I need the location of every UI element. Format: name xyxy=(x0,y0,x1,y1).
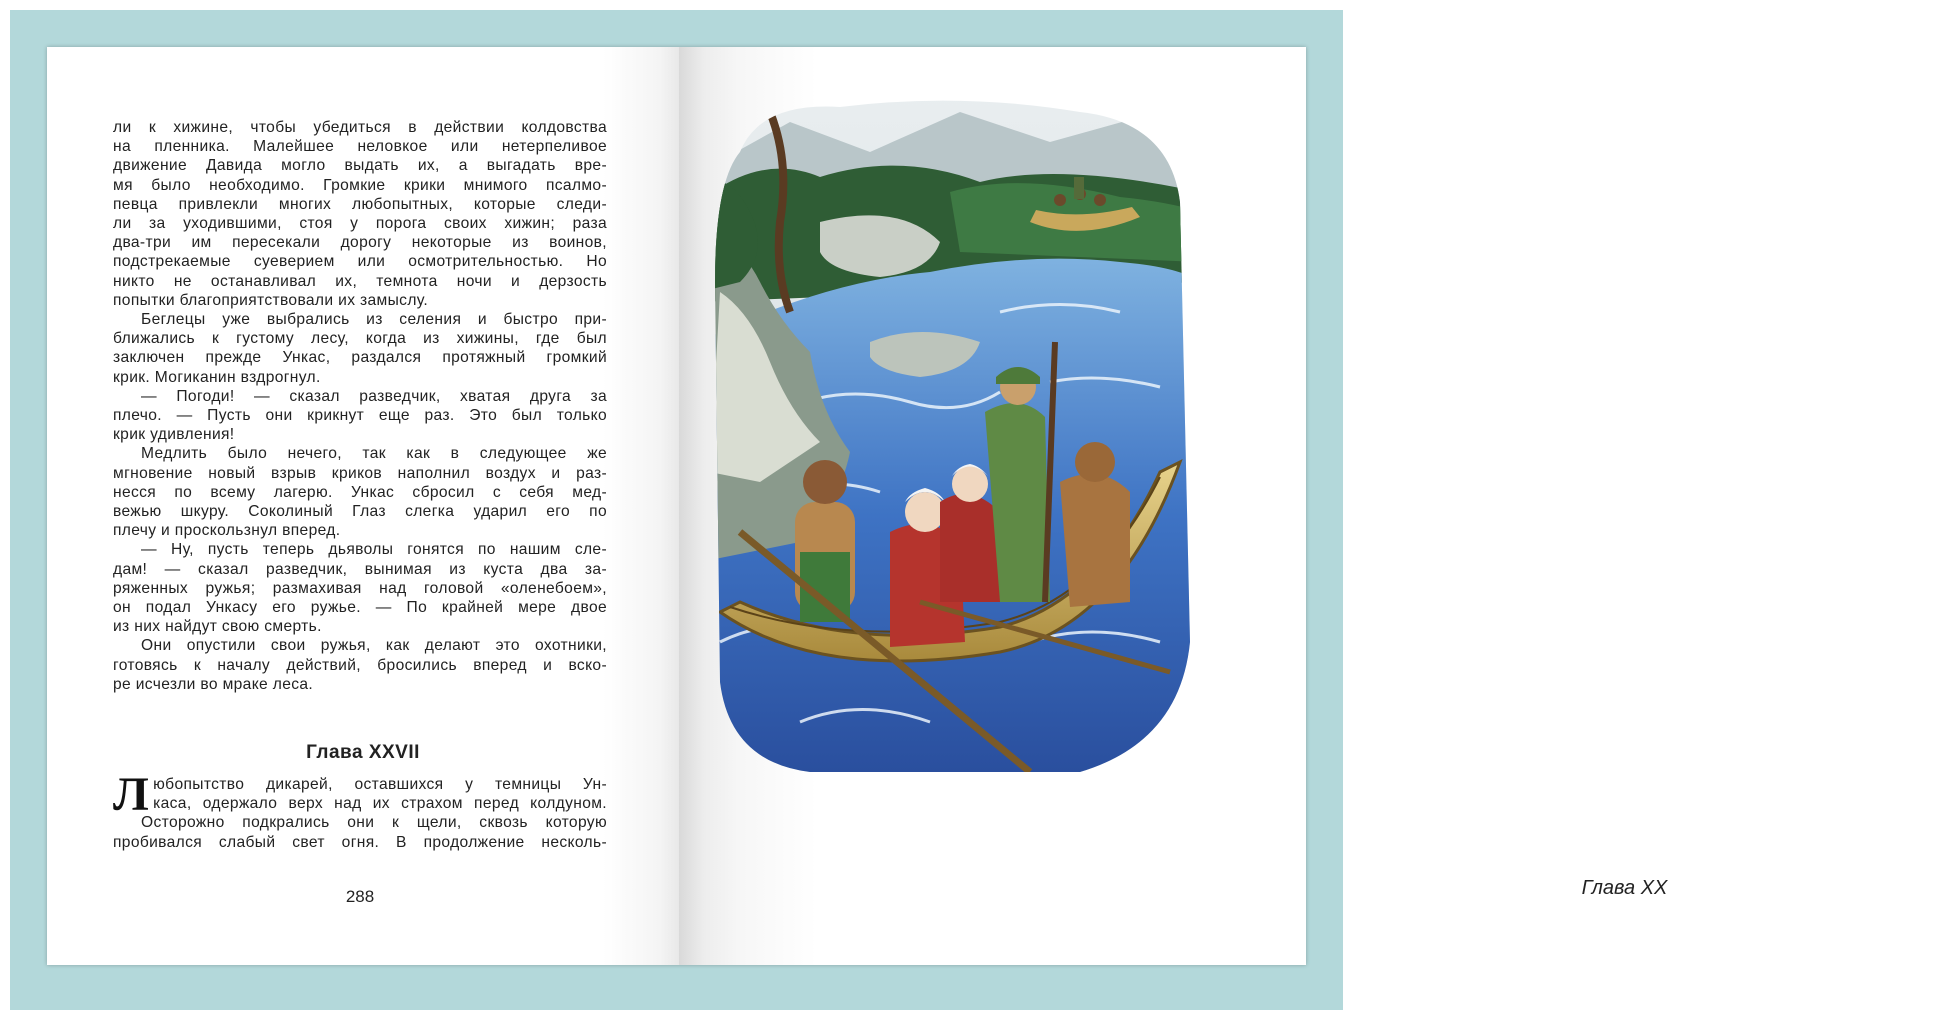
text-line: готовясь к началу действий, бросились вперед и вско- xyxy=(113,656,607,674)
text-line: мя было необходимо. Громкие крики мнимого псалмо- xyxy=(113,176,607,194)
text-line: вежью шкуру. Соколиный Глаз слегка ударил его по xyxy=(113,503,607,521)
canoe-river-illustration xyxy=(700,82,1200,772)
chapter-text xyxy=(113,768,607,852)
text-line: дам! — сказал разведчик, вынимая из куста два за- xyxy=(113,560,607,578)
text-line: ре исчезли во мраке леса. xyxy=(113,675,314,693)
text-line: ближались к густому лесу, когда из хижины, где был xyxy=(113,330,607,348)
chapter-title: Глава XXVII xyxy=(306,742,420,763)
text-line: юбопытство дикарей, оставшихся у темницы Ун- xyxy=(153,776,607,793)
text-line: плечу и проскользнул вперед. xyxy=(113,522,341,540)
text-line: несся по всему лагерю. Ункас сбросил с себя мед- xyxy=(113,483,607,501)
text-line: пробивался слабый свет огня. В продолжение несколь- xyxy=(113,833,607,851)
text-line: Беглецы уже выбрались из селения и быстро при- xyxy=(141,311,607,329)
text-line: — Погоди! — сказал разведчик, хватая друга за xyxy=(141,387,607,405)
text-line: плечо. — Пусть они крикнут еще раз. Это был только xyxy=(113,407,607,425)
text-line: Осторожно подкрались они к щели, сквозь которую xyxy=(141,814,607,832)
text-line: движение Давида могло выдать их, а выгадать вре- xyxy=(113,157,607,175)
text-line: певца привлекли многих любопытных, которые следи- xyxy=(113,195,607,213)
text-line: Они опустили свои ружья, как делают это охотники, xyxy=(141,637,607,655)
text-line: два-три им пересекали дорогу некоторые из воинов, xyxy=(113,234,607,252)
text-line: каса, одержало верх над их страхом перед колдуном. xyxy=(153,795,607,813)
text-line: заключен прежде Ункас, раздался протяжный громкий xyxy=(113,349,607,367)
text-line: попытки благоприятствовали их замыслу. xyxy=(113,291,429,309)
text-line: мгновение новый взрыв криков наполнил воздух и раз- xyxy=(113,464,607,482)
text-line: никто не останавливал их, темнота ночи и дерзость xyxy=(113,272,607,290)
text-line: крик удивления! xyxy=(113,426,235,444)
text-line: ли к хижине, чтобы убедиться в действии колдовства xyxy=(113,119,607,136)
body-text xyxy=(113,118,607,694)
illustration-caption: Глава XX xyxy=(1581,877,1668,899)
left-page xyxy=(47,47,679,965)
text-line: ли за уходившими, стоя у порога своих хижин; раза xyxy=(113,215,607,233)
text-line: из них найдут свою смерть. xyxy=(113,618,322,636)
page-number: 288 xyxy=(345,887,375,906)
text-line: он подал Ункасу его ружье. — По крайней мере двое xyxy=(113,599,607,617)
text-line: подстрекаемые суеверием или осмотрительностью. Но xyxy=(113,253,607,271)
text-line: на пленника. Малейшее неловкое или нетерпеливое xyxy=(113,138,607,156)
drop-cap: Л xyxy=(113,768,150,821)
text-line: Медлить было нечего, так как в следующее же xyxy=(141,445,607,463)
text-line: крик. Могиканин вздрогнул. xyxy=(113,368,321,386)
text-line: — Ну, пусть теперь дьяволы гонятся по нашим сле- xyxy=(141,541,607,559)
text-line: ряженных ружья; размахивая над головой «оленебоем», xyxy=(113,579,607,597)
